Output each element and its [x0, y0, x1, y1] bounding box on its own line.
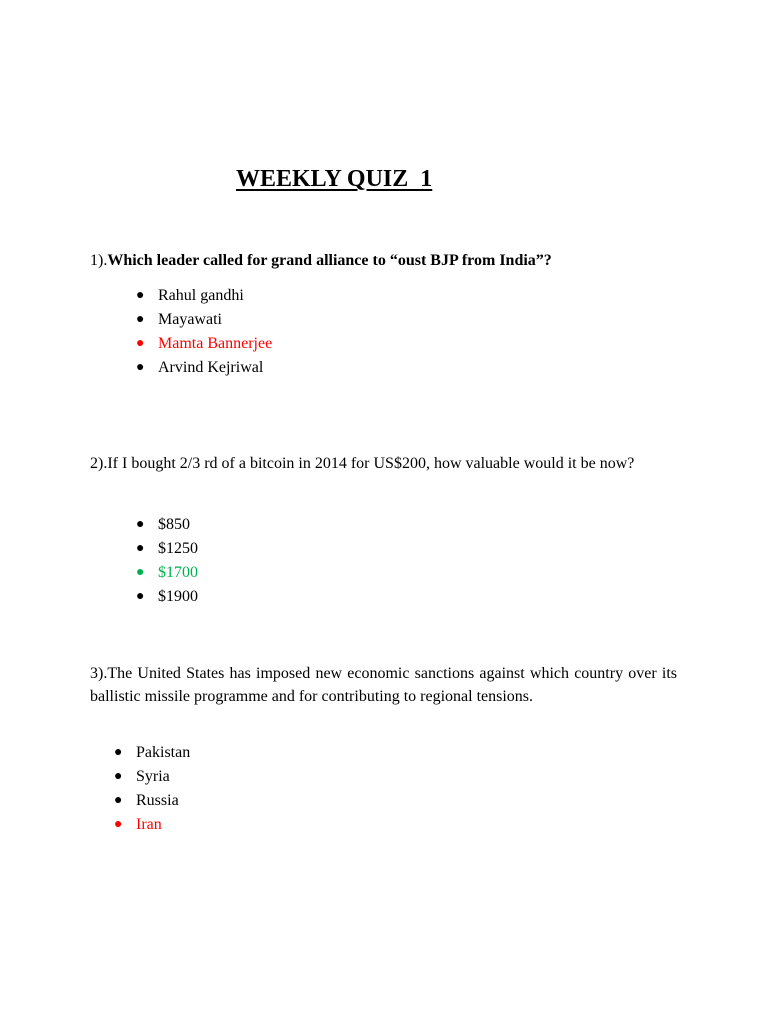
option-label-answer: Mamta Bannerjee	[158, 335, 273, 352]
list-item	[136, 585, 198, 609]
bullet-icon: ●	[114, 769, 123, 784]
option-label: Rahul gandhi	[158, 287, 244, 304]
option-label: $850	[158, 516, 190, 533]
question-1	[90, 252, 552, 270]
list-item	[136, 356, 272, 380]
bullet-icon: ●	[114, 793, 123, 808]
question-1-options	[136, 284, 272, 380]
page-title: WEEKLY QUIZ 1	[236, 166, 433, 192]
bullet-icon: ●	[136, 565, 145, 580]
list-item	[136, 284, 272, 308]
question-3: 3).The United States has imposed new economic sanctions against which country over its ballistic missile programme and for contributing to regional tensions.	[90, 665, 677, 705]
option-label: Russia	[136, 792, 179, 809]
option-label: $1250	[158, 540, 198, 557]
bullet-icon: ●	[136, 517, 145, 532]
list-item	[136, 308, 272, 332]
list-item	[136, 537, 198, 561]
list-item	[114, 813, 190, 837]
question-1-number: 1).	[90, 252, 108, 269]
list-item	[136, 332, 272, 356]
question-1-text: Which leader called for grand alliance to “oust BJP from India”?	[107, 252, 552, 269]
list-item	[114, 765, 190, 789]
option-label: $1900	[158, 588, 198, 605]
list-item	[136, 561, 198, 585]
option-label-answer: $1700	[158, 564, 198, 581]
option-label: Arvind Kejriwal	[158, 359, 264, 376]
bullet-icon: ●	[136, 589, 145, 604]
bullet-icon: ●	[114, 745, 123, 760]
list-item	[136, 513, 198, 537]
bullet-icon: ●	[114, 817, 123, 832]
bullet-icon: ●	[136, 360, 145, 375]
bullet-icon: ●	[136, 288, 145, 303]
question-2-options	[136, 513, 198, 609]
option-label: Pakistan	[136, 744, 191, 761]
bullet-icon: ●	[136, 541, 145, 556]
question-2: 2).If I bought 2/3 rd of a bitcoin in 2014 for US$200, how valuable would it be now?	[90, 455, 635, 472]
list-item	[114, 741, 190, 765]
question-3-options	[114, 741, 190, 837]
bullet-icon: ●	[136, 312, 145, 327]
option-label-answer: Iran	[136, 816, 162, 833]
option-label: Mayawati	[158, 311, 222, 328]
list-item	[114, 789, 190, 813]
option-label: Syria	[136, 768, 170, 785]
bullet-icon: ●	[136, 336, 145, 351]
